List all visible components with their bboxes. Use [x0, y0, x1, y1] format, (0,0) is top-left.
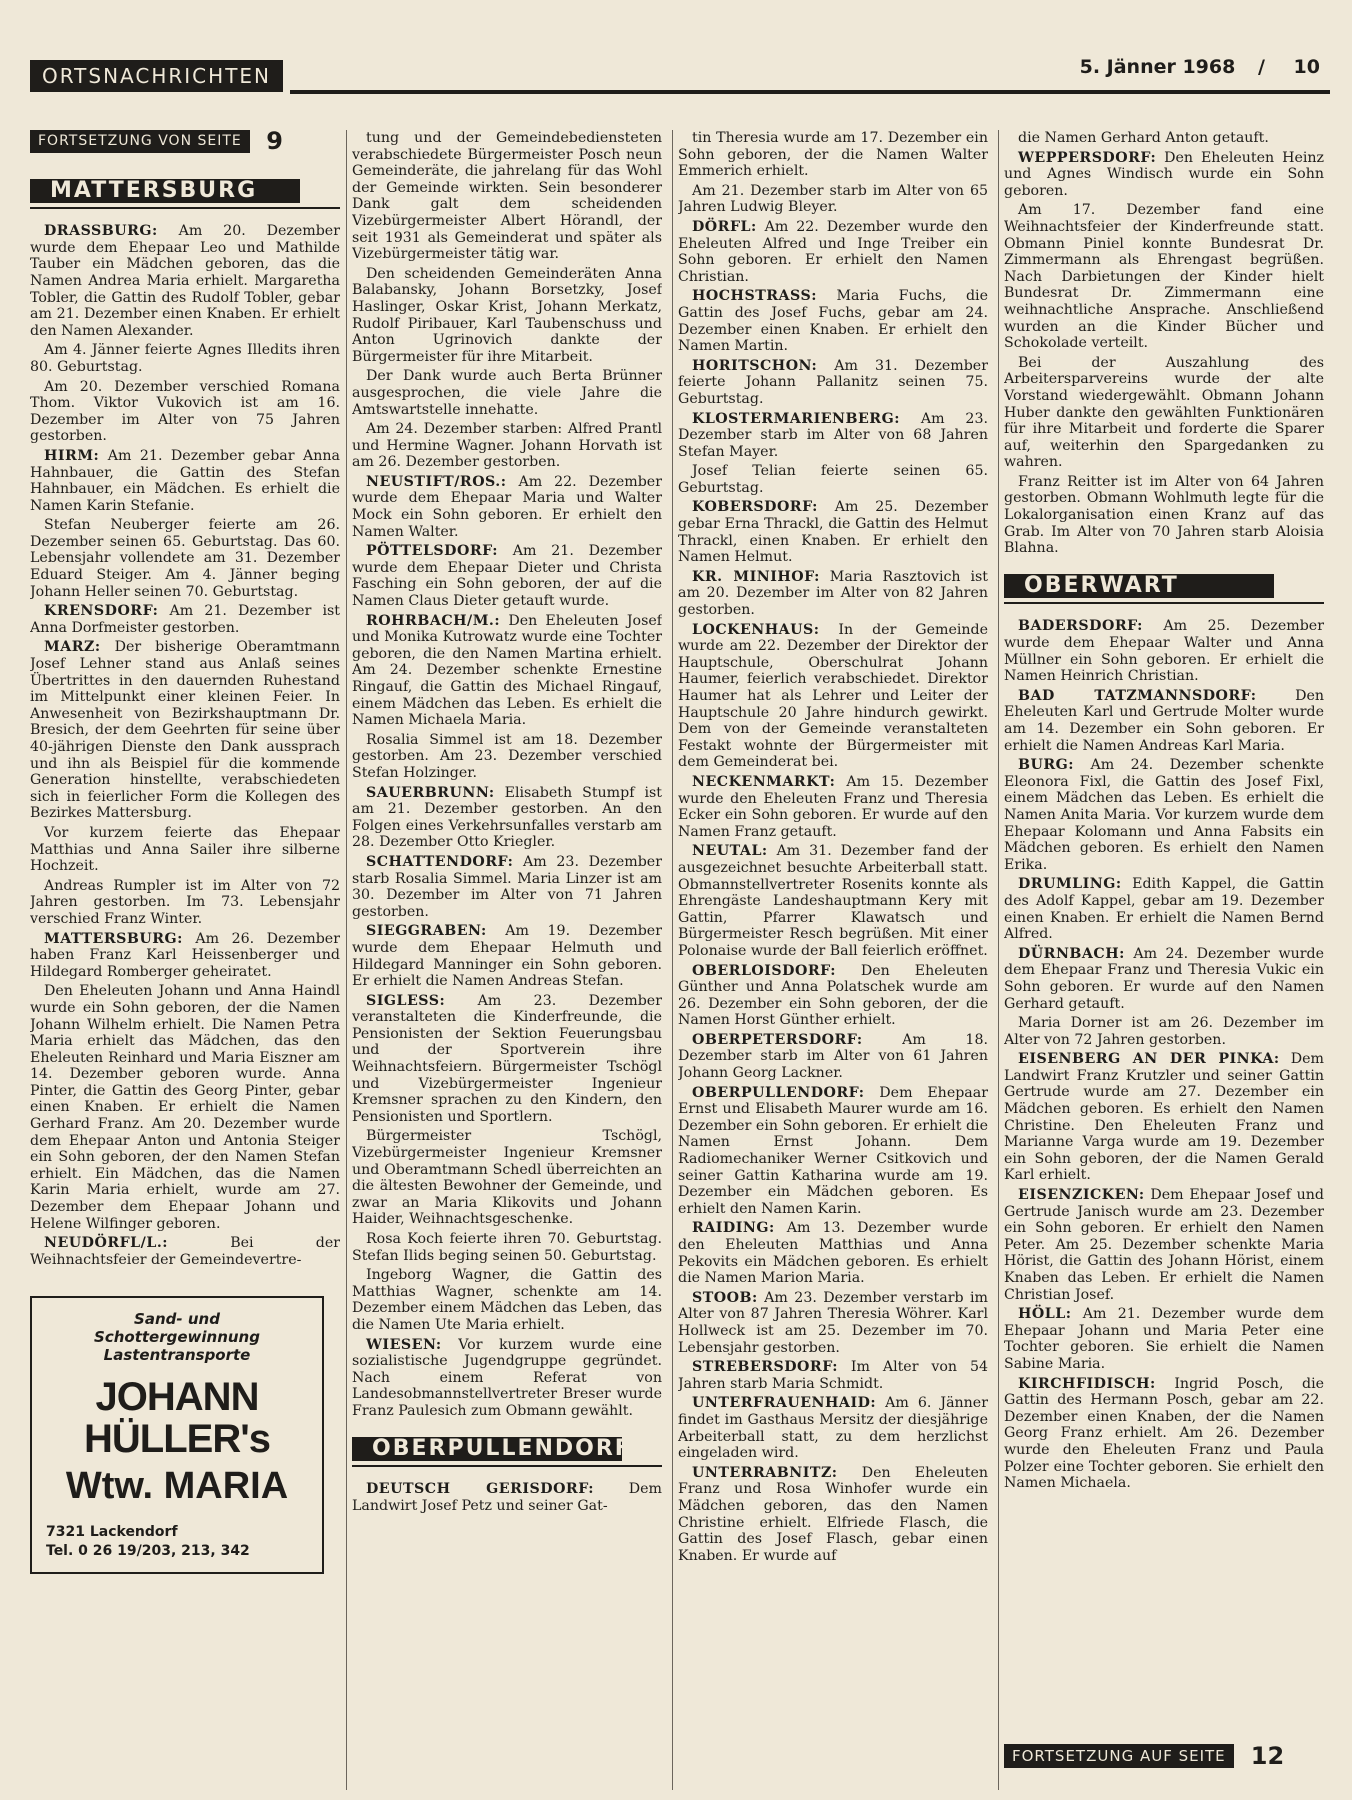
news-text: Am 18. Dezember starb im Alter von 61 Jahren Johann Georg Lackner.	[678, 1031, 988, 1082]
news-item	[1004, 688, 1324, 754]
news-item	[352, 785, 662, 851]
news-item	[352, 1337, 662, 1420]
place-keyword: PÖTTELSDORF:	[366, 543, 498, 560]
news-text: Maria Fuchs, die Gattin des Josef Fuchs, gebar am 24. Dezember einen Knaben. Er erhielt den Namen Martin.	[678, 288, 988, 355]
news-text: Am 15. Dezember wurde den Eheleuten Franz und Theresia Ecker ein Sohn geboren. Er wurde auf den Namen Franz getauft.	[678, 773, 988, 840]
news-item	[1004, 474, 1324, 557]
news-item	[352, 732, 662, 782]
place-keyword: BAD TATZMANNSDORF:	[1018, 687, 1257, 704]
continued-from	[30, 130, 340, 173]
place-keyword: ROHRBACH/M.:	[366, 612, 501, 629]
place-keyword: UNTERRABNITZ:	[692, 1464, 838, 1481]
place-keyword: NECKENMARKT:	[692, 773, 836, 790]
news-text: Dem Ehepaar Ernst und Elisabeth Maurer wurde am 16. Dezember ein Sohn geboren. Er erhielt die Namen Ernst Johann. Dem Radiomechaniker Werner Csitkovich und seiner Gattin Katharina wurde am 19. Dezember ein Mädchen geboren. Es erhielt den Namen Karin.	[678, 1084, 988, 1217]
news-item	[352, 543, 662, 609]
news-text: Am 21. Dezember wurde dem Ehepaar Johann und Maria Peter eine Tochter geboren. Sie erhielt die Namen Sabine Maria.	[1004, 1306, 1324, 1372]
place-keyword: STOOB:	[692, 1289, 758, 1306]
column-divider	[998, 130, 999, 1790]
news-item	[678, 499, 988, 565]
news-item	[352, 421, 662, 471]
news-item	[352, 854, 662, 920]
news-text: Den Eheleuten Johann und Anna Haindl wurde ein Sohn geboren, der die Namen Johann Wilhelm erhielt. Die Namen Petra Maria erhielt das Mädchen, das den Eheleuten Reinhard und Maria Eiszner am 14. Dezember geboren wurde. Anna Pinter, die Gattin des Georg Pinter, gebar einen Knaben. Er erhielt die Namen Gerhard Franz. Am 20. Dezember wurde dem Ehepaar Anton und Antonia Steiger ein Sohn geboren, der den Namen Stefan erhielt. Ein Mädchen, das die Namen Karin Maria erhielt, wurde am 27. Dezember dem Ehepaar Johann und Helene Wilfinger geboren.	[30, 983, 340, 1232]
news-item	[678, 622, 988, 771]
news-item	[1004, 618, 1324, 684]
news-item	[30, 223, 340, 339]
news-text: Dem Ehepaar Josef und Gertrude Janisch wurde am 23. Dezember ein Sohn geboren. Er erhielt den Namen Peter. Am 25. Dezember schenkte Maria Hörist, die Gattin des Johann Hörist, einem Knaben das Leben. Er erhielt die Namen Christian Josef.	[1004, 1187, 1324, 1303]
place-keyword: DÖRFL:	[692, 218, 757, 235]
news-text: Am 23. Dezember starb im Alter von 68 Jahren Stefan Mayer.	[678, 410, 988, 460]
place-keyword: KR. MINIHOF:	[692, 568, 820, 585]
place-keyword: WIESEN:	[366, 1336, 442, 1353]
news-text: Am 4. Jänner feierte Agnes Illedits ihren 80. Geburtstag.	[30, 342, 340, 375]
news-item	[678, 1359, 988, 1392]
column-4-oberwart-text	[1004, 618, 1324, 1491]
place-keyword: HÖLL:	[1018, 1306, 1072, 1323]
news-item	[352, 266, 662, 366]
news-text: Am 24. Dezember starben: Alfred Prantl und Hermine Wagner. Johann Horvath ist am 26. Dezember gestorben.	[352, 421, 662, 471]
advertisement	[30, 1296, 324, 1573]
news-item	[678, 411, 988, 461]
news-item	[30, 603, 340, 636]
news-text: Maria Dorner ist am 26. Dezember im Alter von 72 Jahren gestorben.	[1004, 1015, 1324, 1048]
news-text: Im Alter von 54 Jahren starb Maria Schmidt.	[678, 1359, 988, 1392]
place-keyword: EISENZICKEN:	[1018, 1187, 1145, 1204]
place-keyword: NEUTAL:	[692, 843, 768, 860]
news-text: die Namen Gerhard Anton getauft.	[1018, 130, 1269, 146]
ad-company-sub: Wtw. MARIA	[65, 1465, 289, 1508]
news-item	[678, 843, 988, 959]
news-text: Am 20. Dezember verschied Romana Thom. Viktor Vukovich ist am 16. Dezember im Alter von 75 Jahren gestorben.	[30, 378, 340, 445]
news-text: Rosalia Simmel ist am 18. Dezember gestorben. Am 23. Dezember verschied Stefan Holzinger.	[352, 731, 662, 781]
news-item	[352, 1231, 662, 1264]
news-text: tin Theresia wurde am 17. Dezember ein Sohn geboren, der die Namen Walter Emmerich erhielt.	[678, 130, 988, 180]
news-text: Am 31. Dezember feierte Johann Pallanitz seinen 75. Geburtstag.	[678, 357, 988, 407]
column-4-text	[1004, 130, 1324, 557]
news-item	[30, 983, 340, 1232]
place-keyword: SAUERBRUNN:	[366, 784, 495, 801]
news-item	[352, 368, 662, 418]
ad-company-name: JOHANN HÜLLER's	[84, 1375, 270, 1462]
news-text: Am 23. Dezember starb Rosalia Simmel. Maria Linzer ist am 30. Dezember im Alter von 71 Jahren gestorben.	[352, 853, 662, 920]
news-item	[1004, 757, 1324, 873]
place-keyword: UNTERFRAUENHAID:	[692, 1395, 877, 1412]
section-heading-mattersburg: MATTERSBURG	[30, 179, 300, 204]
news-item	[678, 219, 988, 285]
section-heading-oberwart: OBERWART	[1004, 574, 1274, 599]
news-item	[678, 1032, 988, 1082]
place-keyword: LOCKENHAUS:	[692, 621, 820, 638]
news-item	[678, 288, 988, 354]
place-keyword: RAIDING:	[692, 1220, 775, 1237]
place-keyword: EISENBERG AN DER PINKA:	[1018, 1051, 1280, 1068]
column-1	[30, 130, 340, 1790]
news-text: Bürgermeister Tschögl, Vizebürgermeister Ingenieur Kremsner und Oberamtmann Schedl überreichten an die ältesten Bewohner der Gemeinde, und zwar an Maria Klikovits und Johann Haider, Weihnachtsgeschenke.	[352, 1128, 662, 1228]
continued-on	[1004, 1742, 1284, 1770]
news-text: Am 17. Dezember fand eine Weihnachtsfeier der Kinderfreunde statt. Obmann Piniel konnte Bundesrat Dr. Zimmermann als Ehrengast begrüßen. Nach Darbietungen der Kinder hielt Bundesrat Dr. Zimmermann eine weihnachtliche Ansprache. Anschließend wurden an die Kinder Bücher und Schokolade verteilt.	[1004, 202, 1324, 352]
place-keyword: WEPPERSDORF:	[1018, 149, 1157, 166]
news-item	[1004, 1051, 1324, 1184]
place-keyword: NEUSTIFT/ROS.:	[366, 473, 507, 490]
news-text: Edith Kappel, die Gattin des Adolf Kappel, gebar am 19. Dezember einen Knaben. Er erhielt die Namen Bernd Alfred.	[1004, 876, 1324, 943]
news-text: Josef Telian feierte seinen 65. Geburtstag.	[678, 463, 988, 496]
news-item	[352, 1128, 662, 1228]
news-item	[678, 1290, 988, 1356]
column-4	[1004, 130, 1324, 1790]
place-keyword: SCHATTENDORF:	[366, 853, 514, 870]
news-text: Am 22. Dezember wurde dem Ehepaar Maria und Walter Mock ein Sohn geboren. Er erhielt den Namen Walter.	[352, 473, 662, 540]
news-item	[678, 130, 988, 180]
place-keyword: DRASSBURG:	[44, 223, 158, 240]
place-keyword: MATTERSBURG:	[44, 930, 183, 947]
news-item	[1004, 1015, 1324, 1048]
column-divider	[346, 130, 347, 1790]
news-text: Den Eheleuten Karl und Gertrude Molter wurde am 14. Dezember ein Sohn geboren. Er erhielt die Namen Andreas Karl Maria.	[1004, 687, 1324, 754]
place-keyword: BADERSDORF:	[1018, 618, 1143, 635]
news-item	[352, 613, 662, 729]
news-item	[30, 379, 340, 445]
news-item	[678, 1465, 988, 1565]
place-keyword: OBERPETERSDORF:	[692, 1031, 863, 1048]
news-text: Maria Rasztovich ist am 20. Dezember im Alter von 82 Jahren gestorben.	[678, 568, 988, 619]
place-keyword: HOCHSTRASS:	[692, 288, 817, 305]
news-item	[678, 463, 988, 496]
continued-from-label: FORTSETZUNG VON SEITE	[30, 130, 250, 153]
news-text: Am 23. Dezember verstarb im Alter von 87 Jahren Theresia Wöhrer. Karl Hollweck ist am 25. Dezember im 70. Lebensjahr gestorben.	[678, 1289, 988, 1356]
news-text: Den Eheleuten Günther und Anna Polatschek wurde am 26. Dezember ein Sohn geboren, der die Namen Horst Günther erhielt.	[678, 962, 988, 1029]
news-text: Vor kurzem feierte das Ehepaar Matthias und Anna Sailer ihre silberne Hochzeit.	[30, 824, 340, 875]
news-item	[678, 963, 988, 1029]
page-header	[30, 56, 1330, 100]
news-item	[678, 1395, 988, 1461]
news-text: Am 26. Dezember haben Franz Karl Heissenberger und Hildegard Romberger geheiratet.	[30, 930, 340, 980]
place-keyword: OBERLOISDORF:	[692, 962, 836, 979]
ad-line: Lastentransporte	[103, 1346, 251, 1365]
news-item	[30, 931, 340, 981]
news-text: Am 31. Dezember fand der ausgezeichnet besuchte Arbeiterball statt. Obmannstellvertreter Rosenits konnte als Ehrengäste Landeshauptmann Kery mit Gattin, Pfarrer Klawatsch und Bürgermeister Resch begrüßen. Mit einer Polonaise wurde der Ball feierlich eröffnet.	[678, 843, 988, 959]
news-text: Am 21. Dezember starb im Alter von 65 Jahren Ludwig Bleyer.	[678, 182, 988, 216]
news-text: In der Gemeinde wurde am 22. Dezember der Direktor der Hauptschule, Oberschulrat Johann Haumer, feierlich verabschiedet. Direktor Haumer hat als Lehrer und Leiter der Hauptschule 20 Jahre hindurch gewirkt. Dem von der Gemeinde veranstalteten Festakt wohnte der Bürgermeister mit dem Gemeinderat bei.	[678, 621, 988, 771]
news-item	[352, 130, 662, 263]
date-separator: /	[1257, 56, 1265, 78]
column-divider	[672, 130, 673, 1790]
news-item	[352, 1481, 662, 1514]
continued-from-page: 9	[266, 130, 283, 155]
news-item	[678, 358, 988, 408]
news-text: Vor kurzem wurde eine sozialistische Jugendgruppe gegründet. Nach einem Referat von Landesobmannstellvertreter Breser wurde Franz Paulesich zum Obmann gewählt.	[352, 1336, 662, 1419]
news-item	[1004, 876, 1324, 942]
column-1-text	[30, 223, 340, 1268]
news-item	[30, 517, 340, 600]
section-rule	[1004, 602, 1324, 604]
news-text: Am 20. Dezember wurde dem Ehepaar Leo und Mathilde Tauber ein Mädchen geboren, das die Namen Andrea Maria erhielt. Margaretha Tobler, die Gattin des Rudolf Tobler, gebar am 21. Dezember einen Knaben. Er erhielt den Namen Alexander.	[30, 223, 340, 339]
news-item	[678, 183, 988, 216]
column-2-end-text	[352, 1481, 662, 1514]
news-item	[678, 1220, 988, 1286]
news-text: Am 13. Dezember wurde den Eheleuten Matthias und Anna Pekovits ein Mädchen geboren. Es erhielt die Namen Marion Maria.	[678, 1220, 988, 1287]
ad-phone: Tel. 0 26 19/203, 213, 342	[46, 1543, 250, 1559]
news-text: Andreas Rumpler ist im Alter von 72 Jahren gestorben. Im 73. Lebensjahr verschied Franz Winter.	[30, 877, 340, 927]
news-text: Am 25. Dezember wurde dem Ehepaar Walter und Anna Müllner ein Sohn geboren. Er erhielt die Namen Heinrich Christian.	[1004, 618, 1324, 685]
place-keyword: MARZ:	[44, 639, 101, 656]
news-item	[352, 993, 662, 1126]
news-item	[1004, 202, 1324, 351]
news-item	[1004, 355, 1324, 471]
place-keyword: HIRM:	[44, 447, 100, 464]
news-text: Dem Landwirt Franz Krutzler und seiner Gattin Gertrude wurde am 27. Dezember ein Mädchen geboren. Es erhielt den Namen Christine. Den Eheleuten Franz und Marianne Varga wurde am 19. Dezember ein Sohn geboren, der die Namen Gerald Karl erhielt.	[1004, 1051, 1324, 1184]
news-item	[1004, 1306, 1324, 1372]
place-keyword: KOBERSDORF:	[692, 499, 818, 516]
news-text: Den scheidenden Gemeinderäten Anna Balabansky, Johann Borsetzky, Josef Haslinger, Oskar Krist, Johann Merkatz, Rudolf Piribauer, Karl Taubenschuss und Anton Ugrinovich dankte der Bürgermeister für ihre Mitarbeit.	[352, 265, 662, 365]
place-keyword: DÜRNBACH:	[1018, 945, 1125, 962]
continued-on-page: 12	[1250, 1742, 1285, 1770]
news-text: Stefan Neuberger feierte am 26. Dezember seinen 65. Geburtstag. Das 60. Lebensjahr vollendete am 31. Dezember Eduard Steiger. Am 4. Jänner beging Johann Heller seinen 70. Geburtstag.	[30, 517, 340, 600]
news-item	[1004, 130, 1324, 147]
section-label: ORTSNACHRICHTEN	[30, 60, 283, 92]
continued-on-label: FORTSETZUNG AUF SEITE	[1004, 1744, 1234, 1768]
news-text: Am 22. Dezember wurde den Eheleuten Alfred und Inge Treiber ein Sohn geboren. Er erhielt den Namen Christian.	[678, 218, 988, 285]
page-number: 10	[1293, 56, 1320, 78]
news-item	[678, 569, 988, 619]
news-text: Am 24. Dezember wurde dem Ehepaar Franz und Theresia Vukic ein Sohn geboren. Er wurde auf den Namen Gerhard getauft.	[1004, 945, 1324, 1012]
section-heading-oberpullendorf: OBERPULLENDORF	[352, 1437, 622, 1462]
column-2	[352, 130, 662, 1790]
news-text: Am 25. Dezember gebar Erna Thrackl, die Gattin des Helmut Thrackl, einen Knaben. Er erhielt den Namen Helmut.	[678, 499, 988, 566]
news-text: Am 6. Jänner findet im Gasthaus Mersitz der diesjährige Arbeiterball statt, zu dem herzlichst eingeladen wird.	[678, 1395, 988, 1462]
news-item	[30, 639, 340, 822]
news-item	[30, 878, 340, 928]
header-rule	[290, 90, 1330, 94]
place-keyword: HORITSCHON:	[692, 357, 818, 374]
page-date	[1080, 56, 1320, 78]
news-item	[678, 1085, 988, 1218]
place-keyword: KIRCHFIDISCH:	[1018, 1375, 1156, 1392]
news-item	[1004, 946, 1324, 1012]
news-item	[678, 774, 988, 840]
news-text: Ingrid Posch, die Gattin des Hermann Posch, gebar am 22. Dezember einen Knaben, der die Namen Georg Franz erhielt. Am 26. Dezember wurde den Eheleuten Franz und Paula Polzer eine Tochter geboren. Sie erhielt den Namen Michaela.	[1004, 1375, 1324, 1492]
news-text: Dem Landwirt Josef Petz und seiner Gat-	[352, 1481, 662, 1514]
date-text: 5. Jänner 1968	[1079, 56, 1236, 78]
news-text: Elisabeth Stumpf ist am 21. Dezember gestorben. An den Folgen eines Verkehrsunfalles verstarb am 28. Dezember Otto Kriegler.	[352, 784, 662, 851]
article-columns	[30, 130, 1330, 1790]
place-keyword: BURG:	[1018, 757, 1075, 774]
place-keyword: NEUDÖRFL/L.:	[44, 1235, 168, 1252]
place-keyword: DRUMLING:	[1018, 876, 1122, 893]
column-3	[678, 130, 988, 1790]
news-item	[30, 825, 340, 875]
place-keyword: KRENSDORF:	[44, 603, 159, 620]
news-text: Am 21. Dezember wurde dem Ehepaar Dieter und Christa Fasching ein Sohn geboren, der auf die Namen Claus Dieter getauft wurde.	[352, 543, 662, 610]
news-item	[30, 342, 340, 375]
column-2-text	[352, 130, 662, 1420]
column-3-text	[678, 130, 988, 1564]
news-text: Am 24. Dezember schenkte Eleonora Fixl, die Gattin des Josef Fixl, einem Mädchen das Leben. Es erhielt die Namen Anita Maria. Vor kurzem wurde dem Ehepaar Kolomann und Anna Fabsits ein Mädchen geboren. Es erhielt den Namen Erika.	[1004, 757, 1324, 873]
news-item	[352, 1267, 662, 1333]
place-keyword: SIEGGRABEN:	[366, 923, 487, 940]
news-text: Am 23. Dezember veranstalteten die Kinderfreunde, die Pensionisten der Sektion Feuerungsbau und der Sportverein ihre Weihnachtsfeiern. Bürgermeister Tschögl und Vizebürgermeister Ingenieur Kremsner sprachen zu den Kindern, den Pensionisten und Sportlern.	[352, 992, 662, 1125]
news-item	[30, 1235, 340, 1268]
news-text: Bei der Auszahlung des Arbeitersparvereins wurde der alte Vorstand wiedergewählt. Obmann Johann Huber dankte den gewählten Funktionären für ihre Mitarbeit und forderte die Sparer auf, weiterhin den Spargedanken zu wahren.	[1004, 354, 1324, 471]
news-text: Am 21. Dezember gebar Anna Hahnbauer, die Gattin des Stefan Hahnbauer, ein Mädchen. Es erhielt die Namen Karin Stefanie.	[30, 447, 340, 514]
news-item	[352, 474, 662, 540]
news-text: Der bisherige Oberamtmann Josef Lehner stand aus Anlaß seines Übertrittes in den dauernden Ruhestand im Mittelpunkt einer kleinen Feier. In Anwesenheit von Bezirkshauptmann Dr. Bresich, der dem Geehrten für seine über 40-jährigen Dienste den Dank aussprach und ihn als Beispiel für die kommende Generation hinstellte, verabschiedeten sich in feierlicher Form die Kollegen des Bezirkes Mattersburg.	[30, 639, 340, 822]
news-text: Den Eheleuten Franz und Rosa Winhofer wurde ein Mädchen geboren, das den Namen Christine erhielt. Elfriede Flasch, die Gattin des Josef Flasch, gebar einen Knaben. Er wurde auf	[678, 1464, 988, 1564]
section-rule	[30, 207, 340, 209]
place-keyword: DEUTSCH GERISDORF:	[366, 1481, 595, 1498]
news-text: Den Eheleuten Heinz und Agnes Windisch wurde ein Sohn geboren.	[1004, 149, 1324, 199]
place-keyword: OBERPULLENDORF:	[692, 1084, 865, 1101]
news-item	[1004, 1376, 1324, 1492]
place-keyword: KLOSTERMARIENBERG:	[692, 410, 900, 427]
news-text: Bei der Weihnachtsfeier der Gemeindevertre-	[30, 1235, 340, 1268]
place-keyword: SIGLESS:	[366, 992, 446, 1009]
ad-line: Sand- und	[134, 1310, 220, 1329]
news-text: Den Eheleuten Josef und Monika Kutrowatz wurde eine Tochter geboren, die den Namen Martina erhielt. Am 24. Dezember schenkte Ernestine Ringauf, die Gattin des Michael Ringauf, einem Mädchen das Leben. Es erhielt die Namen Michaela Maria.	[352, 612, 662, 729]
news-item	[352, 923, 662, 989]
news-item	[30, 448, 340, 514]
news-text: Am 19. Dezember wurde dem Ehepaar Helmuth und Hildegard Manninger ein Sohn geboren. Er erhielt die Namen Andreas Stefan.	[352, 923, 662, 990]
ad-line: Schottergewinnung	[94, 1328, 260, 1347]
section-rule	[352, 1465, 662, 1467]
news-item	[1004, 150, 1324, 200]
news-item	[1004, 1187, 1324, 1303]
ad-address: 7321 Lackendorf	[46, 1524, 178, 1541]
news-text: tung und der Gemeindebediensteten verabschiedete Bürgermeister Posch neun Gemeinderäte, die jahrelang für das Wohl der Gemeinde wirkten. Sein besonderer Dank galt dem scheidenden Vizebürgermeister Albert Hörandl, der seit 1931 als Gemeinderat und später als Vizebürgermeister tätig war.	[352, 130, 662, 263]
news-text: Der Dank wurde auch Berta Brünner ausgesprochen, die viele Jahre die Amtswartstelle innehatte.	[352, 368, 662, 418]
news-text: Am 21. Dezember ist Anna Dorfmeister gestorben.	[30, 603, 340, 636]
news-text: Rosa Koch feierte ihren 70. Geburtstag. Stefan Ilids beging seinen 50. Geburtstag.	[352, 1231, 662, 1264]
news-text: Ingeborg Wagner, die Gattin des Matthias Wagner, schenkte am 14. Dezember einem Mädchen das Leben, das die Namen Ute Maria erhielt.	[352, 1267, 662, 1333]
news-text: Franz Reitter ist im Alter von 64 Jahren gestorben. Obmann Wohlmuth legte für die Lokalorganisation einen Kranz auf das Grab. Im Alter von 70 Jahren starb Aloisia Blahna.	[1004, 473, 1324, 557]
place-keyword: STREBERSDORF:	[692, 1359, 839, 1376]
